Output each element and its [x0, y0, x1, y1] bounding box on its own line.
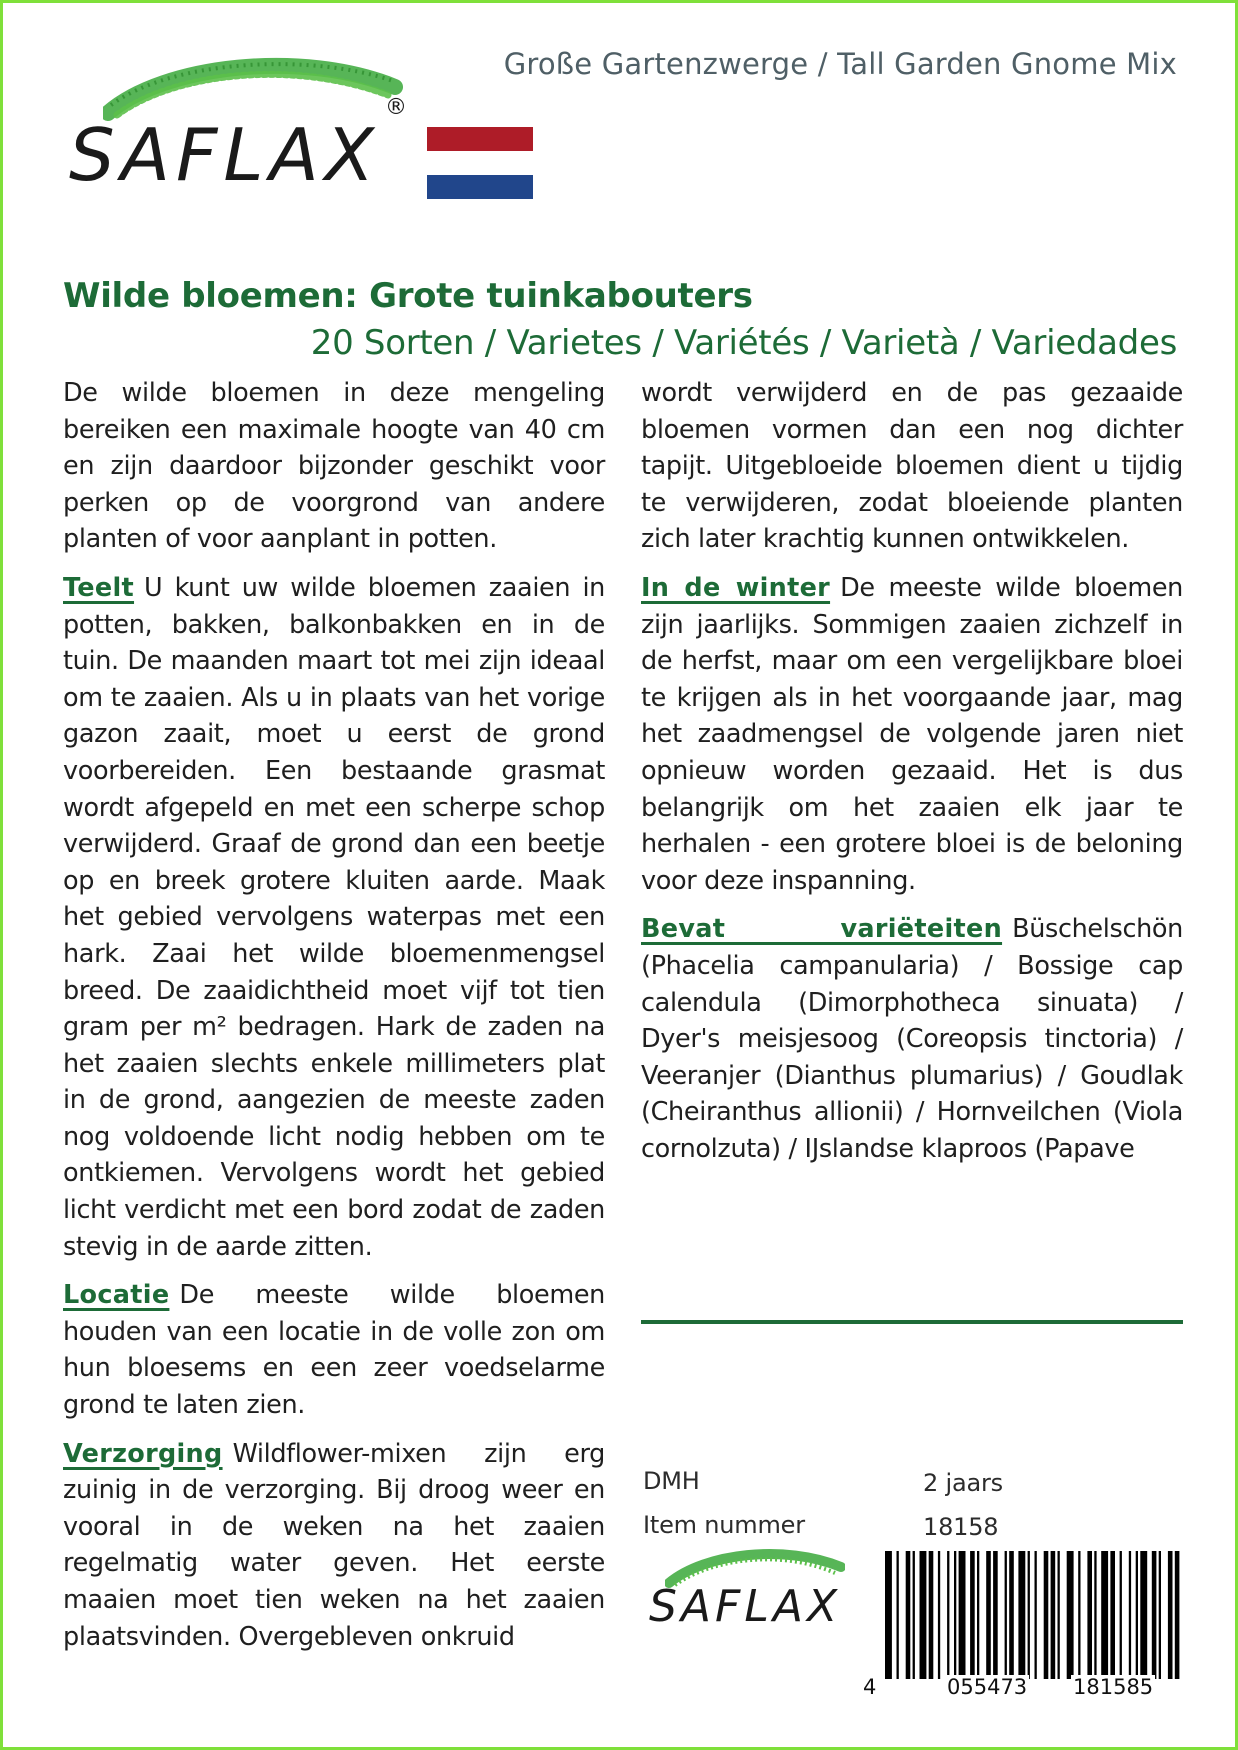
barcode-digit-group-1: 055473: [947, 1675, 1028, 1699]
varieties-paragraph: [641, 911, 1183, 1167]
winter-heading: In de winter: [641, 572, 831, 603]
barcode-bar: [885, 1551, 892, 1679]
barcode-digit-group-2: 181585: [1073, 1675, 1154, 1699]
barcode-bar: [938, 1551, 940, 1679]
barcode-bar: [954, 1551, 956, 1679]
barcode-bar: [1159, 1551, 1161, 1679]
barcode-bar: [1044, 1551, 1049, 1679]
barcode-bar: [1136, 1551, 1138, 1679]
saflax-logo: [63, 55, 423, 205]
barcode-bar: [1129, 1551, 1131, 1679]
barcode-bar: [1078, 1551, 1080, 1679]
barcode-bars: [883, 1551, 1183, 1679]
dmh-label: DMH: [643, 1467, 700, 1495]
barcode-bar: [1035, 1551, 1037, 1679]
barcode-bar: [913, 1551, 915, 1679]
barcode-bar: [970, 1551, 975, 1679]
barcode-bar: [1140, 1551, 1147, 1679]
right-text-column: [641, 375, 1183, 1179]
winter-paragraph: [641, 570, 1183, 899]
teelt-text: U kunt uw wilde bloemen zaaien in potten, bakken, balkonbakken en in de tuin. De maanden maart tot mei zijn ideaal om te zaaien. Als u in plaats van het vorige gazon zaait, moet u eerst de grond voorbereiden. Een bestaande grasmat wordt afgepeld en met een scherpe schop verwijderd. Graaf de grond dan een beetje op en breek grotere kluiten aarde. Maak het gebied vervolgens waterpas met een hark. Zaai het wilde bloemenmengsel breed. De zaaidichtheid moet vijf tot tien gram per m² bedragen. Hark de zaden na het zaaien slechts enkele millimeters plat in de grond, aangezien de meeste zaden nog voldoende licht nodig hebben om te ontkiemen. Vervolgens wordt het gebied licht verdicht met een bord zodat de zaden stevig in de aarde zitten.: [63, 572, 605, 1262]
main-title: Wilde bloemen: Grote tuinkabouters: [63, 276, 753, 316]
registered-mark: ®: [385, 95, 407, 120]
barcode-bar: [977, 1551, 979, 1679]
ean-barcode: [863, 1551, 1183, 1701]
barcode-bar: [920, 1551, 927, 1679]
barcode-bar: [947, 1551, 949, 1679]
barcode-digit-first: 4: [863, 1675, 877, 1699]
verzorging-heading: Verzorging: [63, 1438, 223, 1469]
netherlands-flag-icon: [427, 127, 533, 199]
barcode-bar: [1058, 1551, 1060, 1679]
winter-text: De meeste wilde bloemen zijn jaarlijks. Sommigen zaaien zichzelf in de herfst, maar om een vergelijkbare bloei te krijgen als in het voorgaande jaar, mag het zaadmengsel de volgende jaren niet opnieuw worden gezaaid. Het is dus belangrijk om het zaaien elk jaar te herhalen - een grotere bloei is de beloning voor deze inspanning.: [641, 572, 1183, 896]
barcode-bar: [897, 1551, 899, 1679]
logo-wordmark: SAFLAX: [69, 113, 381, 197]
locatie-text: De meeste wilde bloemen houden van een locatie in de volle zon om hun bloesems en een zeer voedselarme grond te laten zien.: [63, 1280, 605, 1421]
verzorging-text: Wildflower-mixen zijn erg zuinig in de verzorging. Bij droog weer en vooral in de weken na het zaaien regelmatig water geven. Het eerste maaien moet tien weken na het zaaien plaatsvinden. Overgebleven onkruid: [63, 1438, 605, 1652]
barcode-bar: [1101, 1551, 1108, 1679]
left-text-column: [63, 375, 605, 1667]
varieties-heading: Bevat variëteiten: [641, 914, 1003, 945]
barcode-bar: [1018, 1551, 1025, 1679]
item-number-value: 18158: [923, 1513, 999, 1541]
varieties-subtitle: 20 Sorten / Varietes / Variétés / Varietà / Variedades: [310, 323, 1177, 363]
barcode-bar: [959, 1551, 966, 1679]
barcode-bar: [1094, 1551, 1096, 1679]
locatie-paragraph: [63, 1277, 605, 1423]
barcode-bar: [1028, 1551, 1030, 1679]
barcode-bar: [1168, 1551, 1173, 1679]
barcode-bar: [1120, 1551, 1122, 1679]
barcode-bar: [929, 1551, 934, 1679]
item-number-label: Item nummer: [643, 1511, 805, 1539]
verzorging-paragraph: [63, 1436, 605, 1656]
locatie-heading: Locatie: [63, 1280, 170, 1311]
varieties-text: Büschelschön (Phacelia campanularia) / Bossige cap calendula (Dimorphotheca sinuata) / Dyer's meisjesoog (Coreopsis tinctoria) / Veeranjer (Dianthus plumarius) / Goudlak (Cheiranthus allionii) / Hornveilchen (Viola cornolzuta) / IJslandse klaproos (Papave: [641, 914, 1183, 1164]
barcode-bar: [1175, 1551, 1180, 1679]
dmh-value: 2 jaars: [923, 1469, 1003, 1497]
barcode-bar: [1067, 1551, 1074, 1679]
verzorging-continued: wordt verwijderd en de pas gezaaide bloemen vormen dan een nog dichter tapijt. Uitgebloeide bloemen dient u tijdig te verwijderen, zodat bloeiende planten zich later krachtig kunnen ontwikkelen.: [641, 378, 1183, 555]
section-divider: [641, 1320, 1183, 1324]
product-title-multilingual: Große Gartenzwerge / Tall Garden Gnome Mix: [503, 47, 1177, 81]
barcode-bar: [986, 1551, 991, 1679]
barcode-bar: [993, 1551, 998, 1679]
barcode-bar: [1009, 1551, 1014, 1679]
barcode-bar: [906, 1551, 911, 1679]
teelt-paragraph: [63, 570, 605, 1265]
saflax-logo-small: [643, 1547, 853, 1657]
barcode-bar: [1110, 1551, 1115, 1679]
logo-small-wordmark: SAFLAX: [649, 1581, 842, 1632]
barcode-bar: [1005, 1551, 1007, 1679]
intro-paragraph: De wilde bloemen in deze mengeling bereiken een maximale hoogte van 40 cm en zijn daardoor bijzonder geschikt voor perken op de voorgrond van andere planten of voor aanplant in potten.: [63, 378, 605, 555]
barcode-bar: [1087, 1551, 1092, 1679]
teelt-heading: Teelt: [63, 572, 135, 603]
barcode-bar: [1152, 1551, 1157, 1679]
barcode-bar: [1051, 1551, 1056, 1679]
